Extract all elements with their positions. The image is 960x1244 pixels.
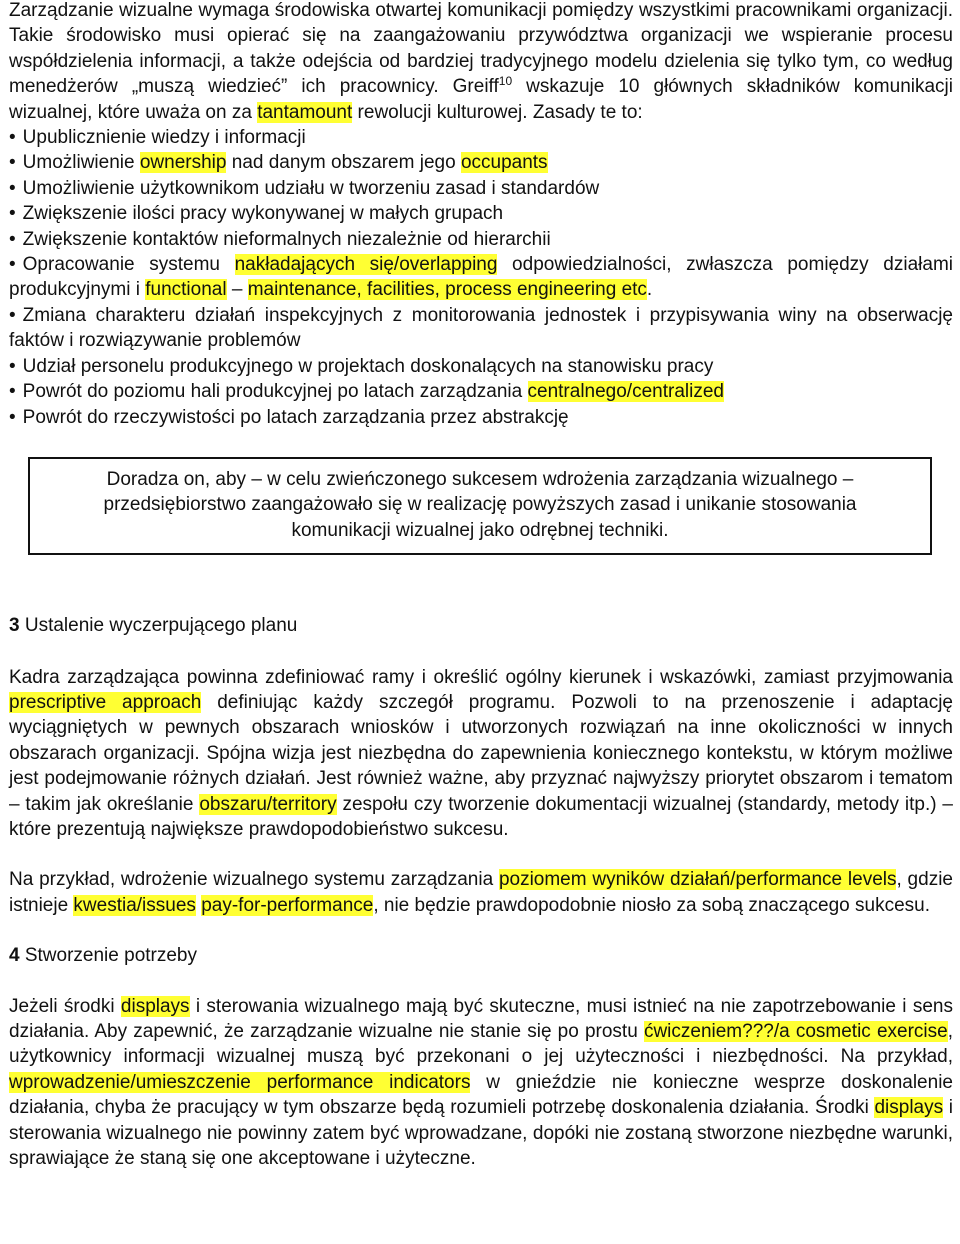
list-item [9, 227, 953, 252]
text-run: Jeżeli środki [9, 995, 121, 1017]
text-run: i sterowania wizualnego nie powinny zatem być wprowadzane, dopóki nie zostaną stworzone niezbędne warunki, sprawiające że staną się one akceptowane i użyteczne. [9, 1097, 954, 1170]
highlight: tantamount [257, 101, 353, 123]
highlight: centralnego/centralized [527, 381, 724, 403]
section3-paragraph-2 [9, 867, 953, 918]
highlight: occupants [460, 152, 548, 174]
highlight: functional [145, 279, 227, 301]
highlight: nakładających się/overlapping [234, 254, 498, 276]
list-item [9, 379, 953, 404]
text-run: Umożliwienie użytkownikom udziału w tworzeniu zasad i standardów [22, 177, 600, 199]
highlight: ćwiczeniem???/a cosmetic exercise [643, 1021, 948, 1042]
list-item [9, 125, 953, 150]
highlight: obszaru/territory [199, 793, 337, 815]
highlight: poziomem wyników działań/performance levels [498, 869, 897, 891]
text-run: , użytkownicy informacji wizualnej muszą być przekonani o jej użyteczności i niezbędności. Na przykład, [9, 1021, 953, 1068]
text-run: rewolucji kulturowej. Zasady te to: [352, 101, 643, 123]
text-run: – [226, 279, 248, 301]
highlight: wprowadzenie/umieszczenie performance indicators [9, 1071, 471, 1093]
text-run: , nie będzie prawdopodobnie niosło za sobą znaczącego sukcesu. [373, 894, 930, 916]
list-item [9, 176, 953, 201]
section-number: 4 [9, 945, 20, 967]
intro-paragraph [9, 0, 953, 125]
text-run: i sterowania wizualnego mają być skuteczne, musi istnieć na nie zapotrzebowanie i sens działania. Aby zapewnić, że zarządzanie wizualne nie stanie się po prostu [9, 995, 953, 1042]
principles-list [9, 125, 953, 430]
text-run: Zmiana charakteru działań inspekcyjnych z monitorowania jednostek i przypisywania winy na obserwację faktów i rozwiązywanie problemów [9, 304, 953, 352]
highlight: prescriptive approach [9, 691, 202, 713]
section-title: Stworzenie potrzeby [19, 945, 197, 967]
text-run: Upublicznienie wiedzy i informacji [22, 127, 306, 149]
section-number: 3 [9, 615, 20, 637]
text-run: Zarządzanie wizualne wymaga środowiska otwartej komunikacji pomiędzy wszystkimi pracownikami organizacji. Takie środowisko musi opierać się na zaangażowaniu przywództwa organizacji we wspieranie procesu współdzielenia informacji, a także odejścia od bardziej tradycyjnego modelu dzielenia się tylko tym, co według menedżerów „muszą wiedzieć” ich pracownicy. Greiff [9, 0, 953, 98]
list-item [9, 405, 953, 430]
text-run: zespołu czy tworzenie dokumentacji wizualnej (standardy, metody itp.) – które prezentują największe prawdopodobieństwo sukcesu. [9, 793, 953, 840]
highlight: displays [874, 1097, 944, 1119]
text-run: odpowiedzialności, zwłaszcza pomiędzy działami produkcyjnymi i [9, 254, 953, 301]
summary-box [28, 457, 932, 555]
highlight: displays [120, 995, 190, 1017]
list-item [9, 150, 953, 175]
text-run: Zwiększenie kontaktów nieformalnych niezależnie od hierarchii [22, 228, 551, 250]
text-run: definiując każdy szczegół programu. Pozwoli to na przenoszenie i adaptację wyciągniętych w pewnych obszarach wniosków i utworzonych rozwiązań na inne okoliczności w innych obszarach organizacji. Spójna wizja jest niezbędna do zapewnienia koniecznego kontekstu, w którym możliwe jest podejmowanie różnych działań. Jest również ważne, aby przyznać najwyższy priorytet obszarom i tematom – takim jak określanie [9, 691, 953, 815]
text-run: , gdzie istnieje [9, 869, 953, 916]
text-run: Udział personelu produkcyjnego w projektach doskonalących na stanowisku pracy [22, 355, 714, 377]
list-item [9, 303, 953, 354]
highlight: ownership [139, 152, 227, 174]
list-item [9, 252, 953, 303]
section-heading-3 [9, 613, 953, 638]
section3-paragraph-1 [9, 665, 953, 843]
section-title: Ustalenie wyczerpującego planu [19, 615, 298, 637]
list-item [9, 201, 953, 226]
summary-text: Doradza on, aby – w celu zwieńczonego sukcesem wdrożenia zarządzania wizualnego – przedsiębiorstwo zaangażowało się w realizację powyższych zasad i unikanie stosowania komunikacji wizualnej jako odrębnej techniki. [103, 468, 857, 541]
text-run: wskazuje 10 głównych składników komunikacji wizualnej, które uważa on za [9, 76, 954, 123]
text-run: Kadra zarządzająca powinna zdefiniować ramy i określić ogólny kierunek i wskazówki, zamiast przyjmowania [9, 666, 953, 688]
text-run: . [646, 279, 653, 301]
section-heading-4 [9, 943, 953, 968]
section4-paragraph-1 [9, 994, 953, 1172]
text-run: nad danym obszarem jego [226, 152, 461, 174]
text-run: Powrót do poziomu hali produkcyjnej po latach zarządzania [22, 381, 528, 403]
highlight: pay-for-performance [201, 894, 374, 916]
text-run: Opracowanie systemu [22, 254, 235, 276]
text-run: Powrót do rzeczywistości po latach zarządzania przez abstrakcję [22, 406, 569, 428]
text-run: Umożliwienie [22, 152, 140, 174]
highlight: kwestia/issues [73, 894, 196, 916]
footnote-ref[interactable]: 10 [498, 74, 513, 89]
text-run: w gnieździe nie konieczne wesprze doskonalenie działania, chyba że pracujący w tym obszarze będą rozumieli potrzebę doskonalenia działania. Środki [9, 1071, 953, 1119]
text-run: Zwiększenie ilości pracy wykonywanej w małych grupach [22, 203, 504, 225]
list-item [9, 354, 953, 379]
text-run: Na przykład, wdrożenie wizualnego systemu zarządzania [9, 869, 499, 891]
highlight: maintenance, facilities, process engineering etc [247, 279, 647, 301]
